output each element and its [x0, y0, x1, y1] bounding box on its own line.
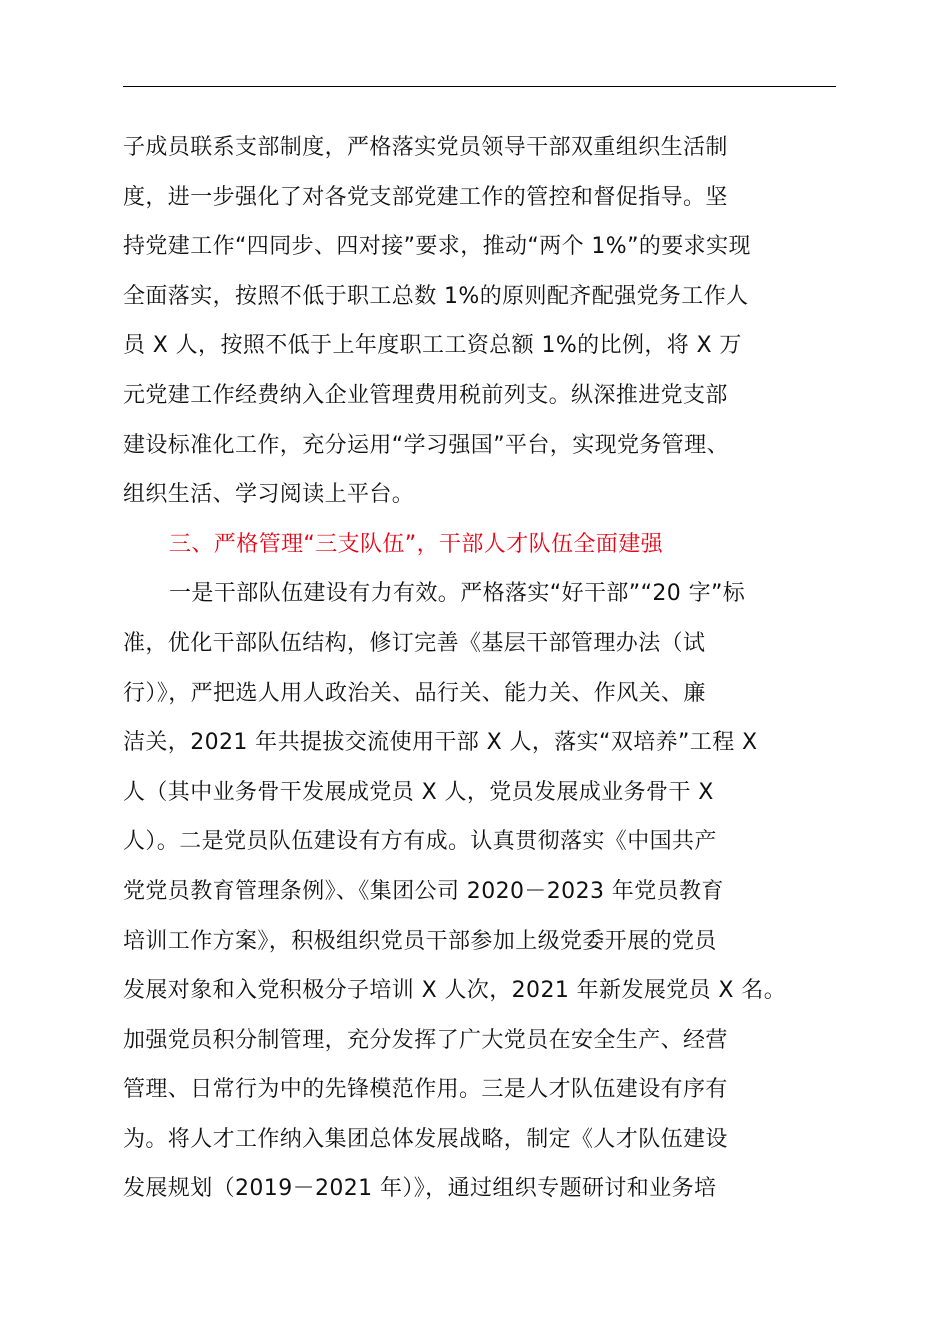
- text-line: 党党员教育管理条例》、《集团公司 2020－2023 年党员教育: [123, 878, 724, 904]
- text-line: 人（其中业务骨干发展成党员 X 人，党员发展成业务骨干 X: [123, 779, 714, 805]
- text-line: 管理、日常行为中的先锋模范作用。三是人才队伍建设有序有: [123, 1077, 728, 1103]
- paragraph-first-line: 一是干部队伍建设有力有效。严格落实“好干部”“20 字”标: [169, 581, 746, 607]
- text-line: 准，优化干部队伍结构，修订完善《基层干部管理办法（试: [123, 630, 706, 656]
- text-line: 建设标准化工作，充分运用“学习强国”平台，实现党务管理、: [123, 432, 729, 458]
- body-text: [123, 123, 836, 1214]
- text-line: 加强党员积分制管理，充分发挥了广大党员在安全生产、经营: [123, 1027, 728, 1053]
- text-line: 持党建工作“四同步、四对接”要求，推动“两个 1%”的要求实现: [123, 234, 751, 260]
- header-rule: [123, 86, 836, 87]
- text-line: 元党建工作经费纳入企业管理费用税前列支。纵深推进党支部: [123, 382, 728, 408]
- section-heading: 三、严格管理“三支队伍”，干部人才队伍全面建强: [169, 531, 663, 557]
- text-line: 子成员联系支部制度，严格落实党员领导干部双重组织生活制: [123, 135, 728, 160]
- text-line: 行）》，严把选人用人政治关、品行关、能力关、作风关、廉: [123, 680, 706, 706]
- text-line: 发展规划（2019－2021 年）》，通过组织专题研讨和业务培: [123, 1176, 717, 1202]
- text-line: 发展对象和入党积极分子培训 X 人次，2021 年新发展党员 X 名。: [123, 978, 787, 1004]
- text-line: 全面落实，按照不低于职工总数 1%的原则配齐配强党务工作人: [123, 283, 749, 309]
- text-line: 洁关，2021 年共提拔交流使用干部 X 人，落实“双培养”工程 X: [123, 730, 758, 756]
- text-line: 培训工作方案》，积极组织党员干部参加上级党委开展的党员: [123, 928, 717, 954]
- text-line: 员 X 人，按照不低于上年度职工工资总额 1%的比例，将 X 万: [123, 333, 742, 359]
- text-line: 度，进一步强化了对各党支部党建工作的管控和督促指导。坚: [123, 184, 728, 210]
- text-line: 组织生活、学习阅读上平台。: [123, 482, 415, 508]
- text-line: 人）。二是党员队伍建设有方有成。认真贯彻落实《中国共产: [123, 829, 717, 855]
- text-line: 为。将人才工作纳入集团总体发展战略，制定《人才队伍建设: [123, 1126, 728, 1152]
